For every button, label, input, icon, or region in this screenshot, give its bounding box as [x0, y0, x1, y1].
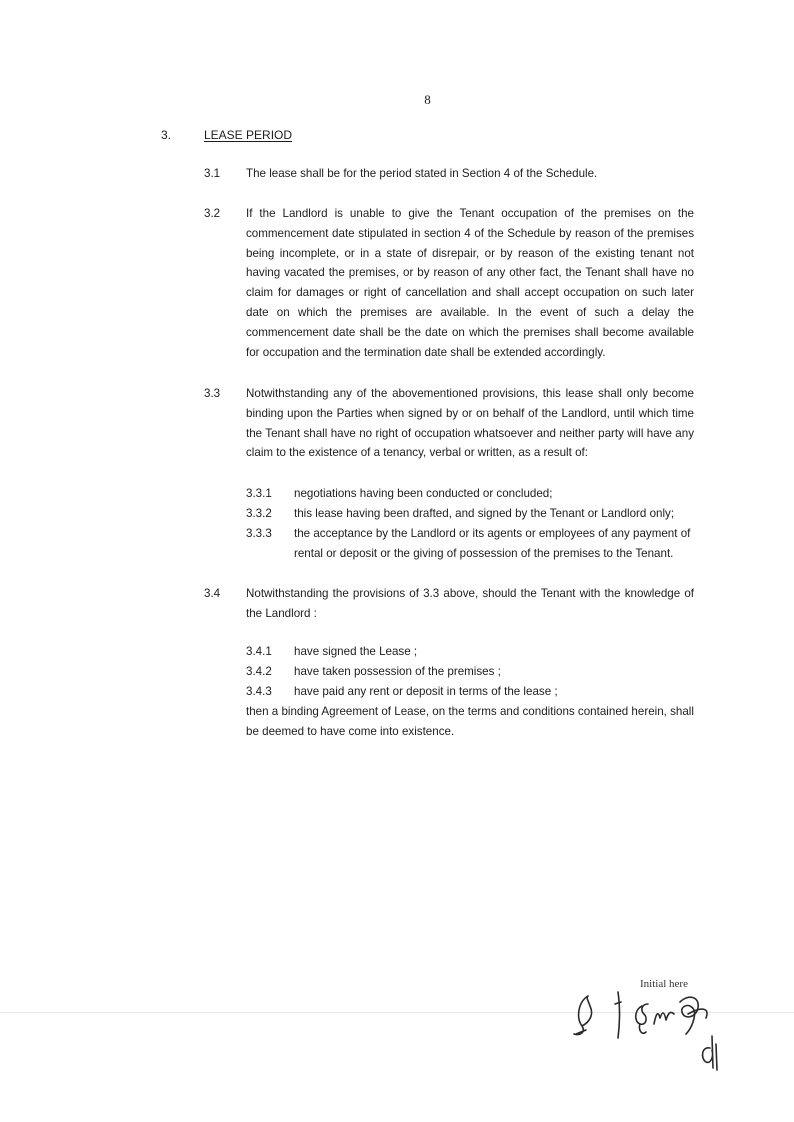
subclause-text: have taken possession of the premises ;	[294, 665, 501, 678]
clause-3-4	[204, 584, 694, 624]
initial-mark-5	[703, 1036, 717, 1070]
clause-text: If the Landlord is unable to give the Tenant occupation of the premises on the commencement date stipulated in section 4 of the Schedule by reason of the premises being incomplete, or in a state of disrepair, or by reason of the existing tenant not having vacated the premises, or by reason of any other fact, the Tenant shall have no claim for damages or right of cancellation and shall accept occupation on such later date on which the premises are available. In the event of such a delay the commencement date shall be the date on which the premises shall become available for occupation and the termination date shall be extended accordingly.	[246, 207, 694, 359]
subclause-number: 3.4.2	[246, 665, 272, 678]
page-number: 8	[424, 92, 431, 107]
subclause-number: 3.3.3	[246, 527, 272, 540]
clause-number: 3.3	[204, 387, 221, 400]
initial-mark-1	[574, 996, 592, 1035]
clause-number: 3.1	[204, 167, 221, 180]
clause-3-3	[204, 384, 694, 463]
subclause-text: the acceptance by the Landlord or its agents or employees of any payment of rental or deposit or the giving of possession of the premises to the Tenant.	[294, 527, 691, 560]
clause-3-2	[204, 204, 694, 362]
clause-text: Notwithstanding the provisions of 3.3 above, should the Tenant with the knowledge of the Landlord :	[246, 587, 694, 620]
clause-text: Notwithstanding any of the abovementioned provisions, this lease shall only become binding upon the Parties when signed by or on behalf of the Landlord, until which time the Tenant shall have no right of occupation whatsoever and neither party will have any claim to the existence of a tenancy, verbal or written, as a result of:	[246, 387, 694, 460]
initial-mark-3b	[654, 1012, 674, 1024]
clause-number: 3.4	[204, 587, 221, 600]
subclause-text: negotiations having been conducted or concluded;	[294, 487, 553, 500]
subclause-number: 3.3.2	[246, 507, 272, 520]
subclause-text: this lease having been drafted, and signed by the Tenant or Landlord only;	[294, 507, 675, 520]
subclause-text: have paid any rent or deposit in terms of the lease ;	[294, 685, 558, 698]
initial-mark-4	[680, 997, 707, 1034]
initial-here-label: Initial here	[640, 978, 688, 990]
initial-mark-2	[615, 992, 621, 1038]
clause-3-4-conclusion: then a binding Agreement of Lease, on the terms and conditions contained herein, shall be deemed to have come into existence.	[246, 705, 694, 738]
section-title: LEASE PERIOD	[204, 128, 293, 142]
section-number: 3.	[161, 128, 172, 142]
subclause-3-3-3	[246, 524, 694, 564]
subclause-3-4-2	[246, 662, 694, 682]
subclause-text: have signed the Lease ;	[294, 645, 418, 658]
initial-mark-3	[636, 1004, 648, 1033]
clause-3-1	[204, 164, 694, 184]
subclause-number: 3.4.1	[246, 645, 272, 658]
clause-text: The lease shall be for the period stated in Section 4 of the Schedule.	[246, 167, 598, 180]
handwritten-initials	[560, 984, 750, 1084]
subclause-3-3-1	[246, 484, 694, 504]
subclause-3-3-2	[246, 504, 694, 524]
subclause-3-4-1	[246, 642, 694, 662]
subclause-3-4-3	[246, 682, 694, 702]
subclause-number: 3.4.3	[246, 685, 272, 698]
clause-number: 3.2	[204, 207, 221, 220]
subclause-number: 3.3.1	[246, 487, 272, 500]
